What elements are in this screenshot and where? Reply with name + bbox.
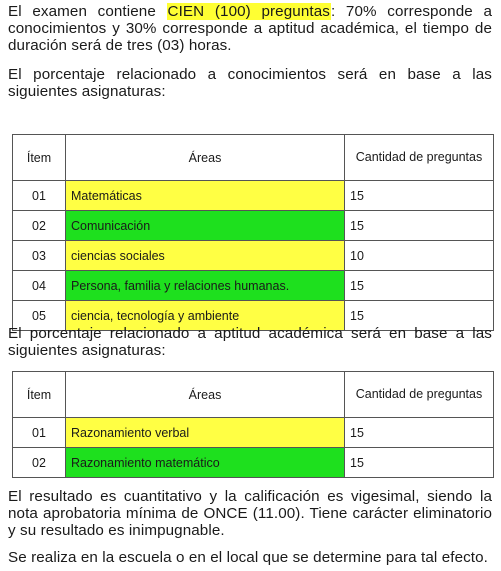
table-header-row <box>13 372 494 418</box>
intro-paragraph <box>8 3 492 54</box>
aptitude-table <box>12 371 494 478</box>
row-item-number: 04 <box>13 271 66 301</box>
table-row <box>13 448 494 478</box>
header-item: Ítem <box>13 372 66 418</box>
knowledge-table <box>12 134 494 331</box>
section1-text: El porcentaje relacionado a conocimientos será en base a las siguientes asignaturas: <box>8 66 492 101</box>
row-item-number: 03 <box>13 241 66 271</box>
table-header-row <box>13 135 494 181</box>
table-row <box>13 241 494 271</box>
intro-rest: : 70% corresponde a conocimientos y 30% corresponde a aptitud académica, el tiempo de duración será de tres (03) horas. <box>8 3 492 55</box>
row-area-name: ciencias sociales <box>66 241 345 271</box>
section2-text: El porcentaje relacionado a aptitud académica será en base a las siguientes asignaturas: <box>8 325 492 360</box>
row-question-count: 10 <box>345 241 494 271</box>
row-question-count: 15 <box>345 181 494 211</box>
location-paragraph: Se realiza en la escuela o en el local que se determine para tal efecto. <box>8 549 488 567</box>
aptitude-table-body <box>13 418 494 478</box>
knowledge-table-body <box>13 181 494 331</box>
header-item: Ítem <box>13 135 66 181</box>
intro-highlight: CIEN (100) preguntas <box>167 3 330 21</box>
row-question-count: 15 <box>345 448 494 478</box>
row-item-number: 02 <box>13 211 66 241</box>
row-area-name: ciencia, tecnología y ambiente <box>66 301 345 331</box>
row-area-name: Matemáticas <box>66 181 345 211</box>
row-item-number: 05 <box>13 301 66 331</box>
header-quantity: Cantidad de preguntas <box>345 135 494 181</box>
row-item-number: 02 <box>13 448 66 478</box>
row-area-name: Razonamiento matemático <box>66 448 345 478</box>
row-question-count: 15 <box>345 301 494 331</box>
row-question-count: 15 <box>345 271 494 301</box>
row-item-number: 01 <box>13 181 66 211</box>
row-question-count: 15 <box>345 211 494 241</box>
intro-prefix: El examen contiene <box>8 3 167 21</box>
header-area: Áreas <box>66 372 345 418</box>
row-area-name: Razonamiento verbal <box>66 418 345 448</box>
row-question-count: 15 <box>345 418 494 448</box>
table-row <box>13 211 494 241</box>
result-paragraph: El resultado es cuantitativo y la calificación es vigesimal, siendo la nota aprobatoria mínima de ONCE (11.00). Tiene carácter eliminatorio y su resultado es inimpugnable. <box>8 488 492 540</box>
table-row <box>13 181 494 211</box>
table-row <box>13 271 494 301</box>
row-area-name: Comunicación <box>66 211 345 241</box>
row-area-name: Persona, familia y relaciones humanas. <box>66 271 345 301</box>
header-quantity: Cantidad de preguntas <box>345 372 494 418</box>
table-row <box>13 418 494 448</box>
header-area: Áreas <box>66 135 345 181</box>
row-item-number: 01 <box>13 418 66 448</box>
